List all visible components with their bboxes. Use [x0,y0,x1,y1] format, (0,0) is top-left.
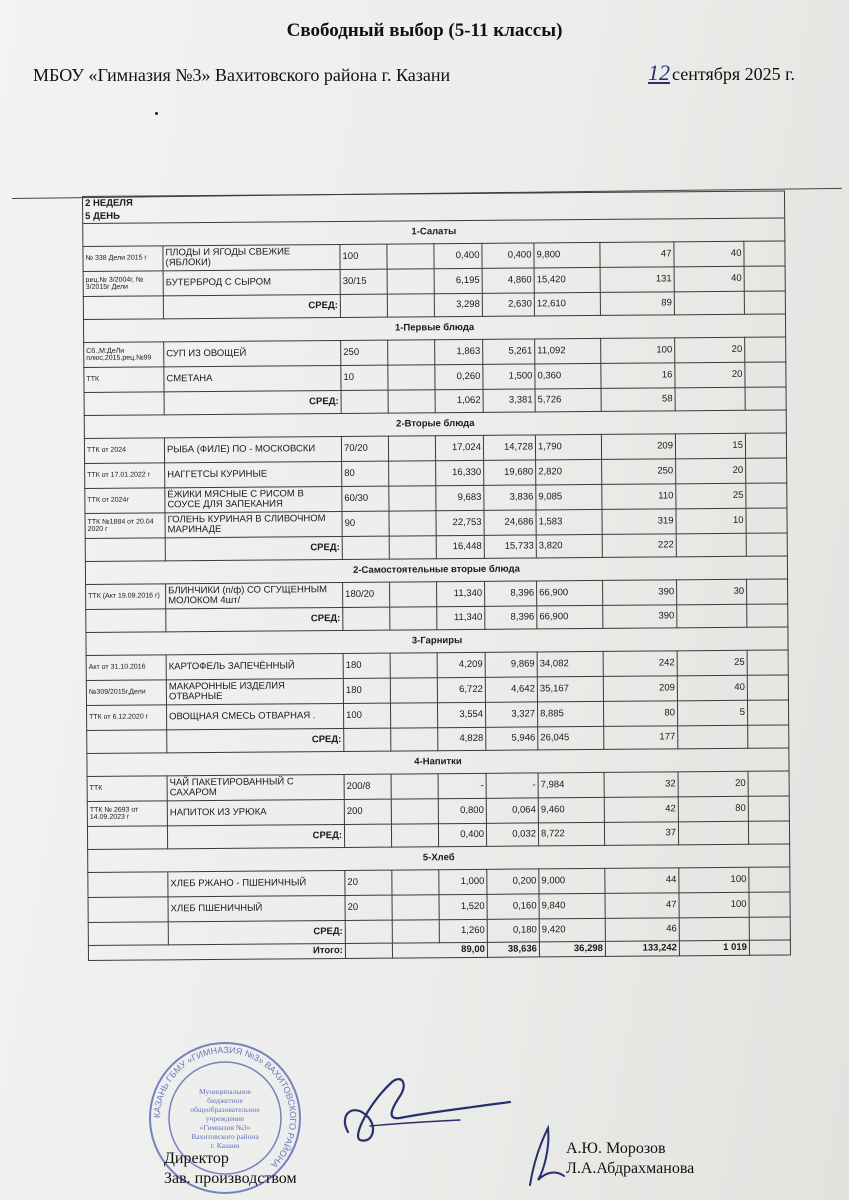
dish-name: НАПИТОК ИЗ УРЮКА [167,799,344,825]
section-title: 2-Вторые блюда [84,410,786,439]
dish-name: СМЕТАНА [164,365,341,391]
empty-cell [343,607,390,630]
empty-cell [388,340,435,365]
stamp-line: г. Казани [210,1141,240,1150]
fat-value: 0,160 [487,894,539,919]
dish-name: ХЛЕБ ПШЕНИЧНЫЙ [168,895,345,921]
price-value: 20 [675,337,745,363]
dish-name: ОВОЩНАЯ СМЕСЬ ОТВАРНАЯ . [166,703,343,729]
section-title: 2-Самостоятельные вторые блюда [85,556,787,585]
week-label: 2 НЕДЕЛЯ [83,191,785,210]
carbs-value: 1,790 [535,434,601,460]
empty-cell [388,365,435,390]
avg-carbs: 66,900 [537,605,603,629]
kcal-value: 250 [602,459,676,485]
portion-weight: 180 [343,678,390,703]
empty-cell [745,337,786,362]
empty-cell [390,653,437,678]
empty-cell [392,870,439,895]
empty-cell [342,536,389,559]
empty-cell [744,266,785,291]
section-title: 1-Первые блюда [83,314,785,343]
empty-cell [341,390,388,413]
empty-cell [675,387,745,411]
price-value: 25 [677,650,747,676]
dish-name: ХЛЕБ РЖАНО - ПШЕНИЧНЫЙ [168,870,345,896]
carbs-value: 9,000 [539,868,605,894]
empty-cell [86,609,166,633]
protein-value: 1,863 [435,339,483,364]
price-value: 40 [674,266,744,292]
protein-value: 6,195 [434,268,482,293]
carbs-value: 0,360 [535,363,601,389]
portion-weight: 70/20 [341,436,388,461]
price-value: 100 [679,892,749,918]
empty-cell [678,821,748,845]
portion-weight: 20 [345,895,392,920]
empty-cell [345,943,392,958]
avg-kcal: 58 [601,388,675,412]
empty-cell [387,269,434,294]
total-fat: 36,298 [539,941,605,957]
avg-fat: 8,396 [485,606,537,629]
fat-value: 3,327 [485,702,537,727]
price-value: 30 [677,579,747,605]
carbs-value: 35,167 [537,676,603,702]
kcal-value: 319 [602,509,676,535]
empty-cell [390,607,437,630]
protein-value: 1,000 [439,869,487,894]
date-line [648,60,795,86]
empty-cell [676,533,746,557]
avg-protein: 1,062 [435,389,483,412]
fat-value: 4,860 [482,268,534,293]
avg-kcal: 390 [603,605,677,629]
protein-value: 22,753 [436,510,484,535]
recipe-code: рец.№ 3/2004г, № 3/2015г Дели [83,271,163,297]
total-carbs: 133,242 [605,941,679,957]
production-name: Л.А.Абдрахманова [566,1160,695,1177]
dish-name: БЛИНЧИКИ (п/ф) СО СГУЩЕННЫМ МОЛОКОМ 4шт/ [166,582,343,608]
kcal-value: 32 [604,772,678,798]
stamp-line: бюджетное [207,1096,243,1105]
dish-name: ПЛОДЫ И ЯГОДЫ СВЕЖИЕ (ЯБЛОКИ) [163,244,340,270]
recipe-code: ТТК (Акт 19.09.2016 г) [86,584,166,610]
avg-fat: 0,032 [486,823,538,846]
empty-cell [389,486,436,511]
portion-weight: 100 [340,244,387,269]
avg-kcal: 46 [605,918,679,942]
avg-carbs: 12,610 [534,292,600,316]
portion-weight: 10 [341,365,388,390]
protein-value: 17,024 [435,435,483,460]
empty-cell [344,824,391,847]
empty-cell [85,538,165,562]
carbs-value: 34,082 [537,651,603,677]
fat-value: 9,869 [485,652,537,677]
protein-value: 16,330 [436,460,484,485]
price-value: 20 [676,458,746,484]
empty-cell [678,725,748,749]
fat-value: 14,728 [483,435,535,460]
empty-cell [88,922,168,946]
menu-table-wrapper [82,190,790,960]
empty-cell [746,458,787,483]
empty-cell [748,821,789,844]
empty-cell [388,436,435,461]
avg-protein: 3,298 [434,293,482,316]
price-value: 20 [675,362,745,388]
section-title: 4-Напитки [87,748,789,777]
fat-value: 19,680 [484,460,536,485]
empty-cell [391,728,438,751]
empty-cell [388,390,435,413]
dish-name: ЁЖИКИ МЯСНЫЕ С РИСОМ В СОУСЕ ДЛЯ ЗАПЕКАНИЯ [165,486,342,512]
stamp-ring-text: КАЗАНЬ ГБМУ «ГИМНАЗИЯ №3» ВАХИТОВСКОГО РАЙОНА [151,1044,299,1170]
recipe-code: ТТК [87,776,167,802]
carbs-value: 9,460 [538,797,604,823]
empty-cell [391,824,438,847]
empty-cell [84,392,164,416]
protein-value: 11,340 [437,581,485,606]
average-label: СРЕД: [163,294,340,318]
recipe-code: № 338 Дели 2015 г [83,246,163,272]
kcal-value: 209 [601,434,675,460]
kcal-value: 390 [603,580,677,606]
protein-value: - [438,773,486,798]
dish-name: НАГГЕТСЫ КУРИНЫЕ [165,461,342,487]
empty-cell [392,920,439,943]
avg-carbs: 9,420 [539,918,605,942]
empty-cell [389,536,436,559]
empty-cell [747,700,788,725]
recipe-code: ТТК №1884 от 20.04 2020 г [85,513,165,539]
avg-protein: 0,400 [438,823,486,846]
average-label: СРЕД: [164,390,341,414]
fat-value: 24,686 [484,510,536,535]
carbs-value: 7,984 [538,772,604,798]
kcal-value: 209 [603,676,677,702]
kcal-value: 110 [602,484,676,510]
protein-value: 3,554 [437,702,485,727]
carbs-value: 8,885 [537,701,603,727]
recipe-code: №309/2015г,Дели [86,680,166,706]
avg-protein: 16,448 [436,535,484,558]
empty-cell [392,895,439,920]
price-value: 80 [678,796,748,822]
carbs-value: 66,900 [537,580,603,606]
avg-fat: 15,733 [484,535,536,558]
stamp-line: общеобразовательное [190,1105,260,1114]
kcal-value: 42 [604,797,678,823]
protein-value: 1,520 [439,894,487,919]
portion-weight: 80 [342,461,389,486]
recipe-code: ТТК от 17.01.2022 г [85,463,165,489]
empty-cell [387,294,434,317]
fat-value: 0,400 [482,243,534,268]
recipe-code: ТТК № 2693 от 14.09.2023 г [87,801,167,827]
carbs-value: 9,840 [539,893,605,919]
stamp-line: учреждение [205,1114,245,1123]
recipe-code [88,872,168,898]
empty-cell [748,771,789,796]
empty-cell [344,728,391,751]
price-value: 40 [677,675,747,701]
avg-carbs: 8,722 [538,822,604,846]
ink-dot [155,112,158,115]
portion-weight: 200 [344,799,391,824]
avg-carbs: 26,045 [538,726,604,750]
kcal-value: 80 [603,701,677,727]
average-label: СРЕД: [166,607,343,631]
fat-value: - [486,773,538,798]
empty-cell [391,799,438,824]
recipe-code [88,897,168,923]
price-value: 10 [676,508,746,534]
dish-name: КАРТОФЕЛЬ ЗАПЕЧЁННЫЙ [166,653,343,679]
portion-weight: 30/15 [340,269,387,294]
portion-weight: 90 [342,511,389,536]
empty-cell [745,433,786,458]
day-label: 5 ДЕНЬ [83,204,785,223]
stamp-line: Вахитовского района [191,1132,259,1141]
fat-value: 1,500 [483,364,535,389]
kcal-value: 47 [600,242,674,268]
total-kcal: 1 019 [679,940,749,956]
recipe-code: Сб.,М:ДеЛи плюс,2015,рец.№99 [84,342,164,368]
fat-value: 0,064 [486,798,538,823]
director-signature [330,1062,520,1152]
price-value: 25 [676,483,746,509]
recipe-code: ТТК [84,367,164,393]
dish-name: ГОЛЕНЬ КУРИНАЯ В СЛИВОЧНОМ МАРИНАДЕ [165,511,342,537]
empty-cell [749,917,790,940]
empty-cell [744,241,785,266]
price-value: 5 [677,700,747,726]
empty-cell [746,508,787,533]
empty-cell [391,774,438,799]
kcal-value: 16 [601,363,675,389]
avg-carbs: 3,820 [536,534,602,558]
empty-cell [747,675,788,700]
dish-name: МАКАРОННЫЕ ИЗДЕЛИЯ ОТВАРНЫЕ [166,678,343,704]
average-label: СРЕД: [167,728,344,752]
empty-cell [345,920,392,943]
empty-cell [387,244,434,269]
protein-value: 6,722 [437,677,485,702]
kcal-value: 47 [605,893,679,919]
avg-protein: 11,340 [437,606,485,629]
dish-name: РЫБА (ФИЛЕ) ПО - МОСКОВСКИ [164,436,341,462]
date-rest: сентября 2025 г. [672,64,796,84]
empty-cell [747,604,788,627]
portion-weight: 20 [345,870,392,895]
portion-weight: 200/8 [344,774,391,799]
average-label: СРЕД: [167,824,344,848]
avg-fat: 0,180 [487,919,539,942]
kcal-value: 100 [601,338,675,364]
avg-fat: 5,946 [486,727,538,750]
fat-value: 0,200 [487,869,539,894]
empty-cell [747,579,788,604]
empty-cell [745,362,786,387]
carbs-value: 2,820 [536,459,602,485]
kcal-value: 242 [603,651,677,677]
price-value: 40 [674,241,744,267]
empty-cell [749,867,790,892]
portion-weight: 250 [341,340,388,365]
empty-cell [746,533,787,556]
price-value: 20 [678,771,748,797]
section-title: 5-Хлеб [88,844,790,873]
portion-weight: 180/20 [343,582,390,607]
empty-cell [679,917,749,941]
stamp-line: «Гимназия №3» [199,1123,251,1132]
protein-value: 9,683 [436,485,484,510]
stamp-line: Муниципальное [198,1087,252,1096]
avg-kcal: 37 [604,822,678,846]
avg-fat: 2,630 [482,293,534,316]
avg-protein: 4,828 [438,727,486,750]
price-value: 15 [675,433,745,459]
empty-cell [389,511,436,536]
average-label: СРЕД: [165,536,342,560]
price-value: 100 [679,867,749,893]
carbs-value: 11,092 [535,338,601,364]
dish-name: ЧАЙ ПАКЕТИРОВАННЫЙ С САХАРОМ [167,774,344,800]
dish-name: СУП ИЗ ОВОЩЕЙ [164,340,341,366]
empty-cell [749,892,790,917]
avg-protein: 1,260 [439,919,487,942]
avg-kcal: 89 [600,292,674,316]
total-label: Итого: [88,943,345,960]
recipe-code: Акт от 31.10.2016 [86,655,166,681]
empty-cell [747,650,788,675]
kcal-value: 44 [605,868,679,894]
production-label: Зав. производством [164,1170,297,1187]
section-title: 1-Салаты [83,218,785,247]
fat-value: 5,261 [483,339,535,364]
recipe-code: ТТК от 2024г [85,488,165,514]
portion-weight: 180 [343,653,390,678]
empty-cell [87,826,167,850]
average-label: СРЕД: [168,920,345,944]
avg-carbs: 5,726 [535,388,601,412]
empty-cell [748,796,789,821]
empty-cell [389,461,436,486]
recipe-code: ТТК от 2024 [84,438,164,464]
fat-value: 3,836 [484,485,536,510]
total-weight: 89,00 [392,942,487,958]
protein-value: 0,800 [438,798,486,823]
dish-name: БУТЕРБРОД С СЫРОМ [163,269,340,295]
recipe-code: ТТК от 6.12.2020 г [87,705,167,731]
protein-value: 0,260 [435,364,483,389]
date-day: 12 [648,60,670,85]
carbs-value: 9,800 [534,242,600,268]
portion-weight: 60/30 [342,486,389,511]
empty-cell [390,678,437,703]
empty-cell [749,940,790,955]
empty-cell [677,604,747,628]
school-name: МБОУ «Гимназия №3» Вахитовского района г. Казани [33,65,451,85]
total-fat-protein: 38,636 [487,942,539,957]
director-label: Директор [164,1150,229,1167]
carbs-value: 15,420 [534,267,600,293]
section-title: 3-Гарниры [86,627,788,656]
portion-weight: 100 [343,703,390,728]
protein-value: 0,400 [434,243,482,268]
empty-cell [746,483,787,508]
avg-kcal: 222 [602,534,676,558]
empty-cell [744,291,785,314]
fat-value: 4,642 [485,677,537,702]
menu-table [82,190,791,960]
protein-value: 4,209 [437,652,485,677]
carbs-value: 1,583 [536,509,602,535]
empty-cell [748,725,789,748]
empty-cell [340,294,387,317]
empty-cell [83,296,163,320]
empty-cell [674,291,744,315]
empty-cell [390,582,437,607]
avg-kcal: 177 [604,726,678,750]
menu-table-body [83,191,791,960]
empty-cell [745,387,786,410]
avg-fat: 3,381 [483,389,535,412]
director-name: А.Ю. Морозов [566,1140,666,1157]
fat-value: 8,396 [485,581,537,606]
kcal-value: 131 [600,267,674,293]
empty-cell [87,730,167,754]
page-title: Свободный выбор (5-11 классы) [286,20,563,41]
empty-cell [390,703,437,728]
carbs-value: 9,085 [536,484,602,510]
